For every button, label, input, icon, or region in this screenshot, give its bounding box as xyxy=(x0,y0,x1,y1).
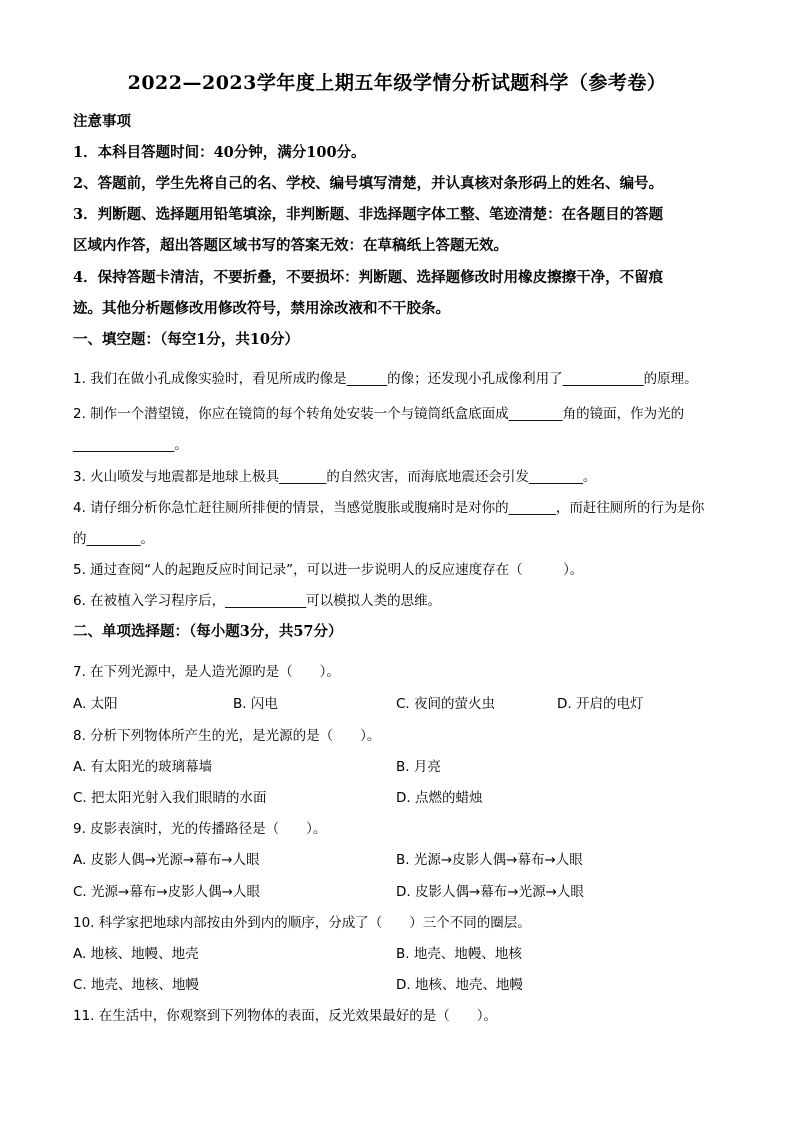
question-line: 6. 在被植入学习程序后，____________可以模拟人类的思维。 xyxy=(73,593,442,609)
question-line: 1. 我们在做小孔成像实验时，看见所成旳像是______的像；还发现小孔成像利用了____________的原理。 xyxy=(73,371,698,387)
option-c: C. 光源→幕布→皮影人偶→人眼 xyxy=(73,884,260,900)
section2-heading: 二、单项选择题：（每小题3分，共57分） xyxy=(73,623,343,640)
option-d: D. 地核、地壳、地幔 xyxy=(396,977,523,993)
notice-line: 1．本科目答题时间：40分钟，满分100分。 xyxy=(73,144,366,161)
option-c: C. 把太阳光射入我们眼睛的水面 xyxy=(73,790,267,806)
option-c: C. 地壳、地核、地幔 xyxy=(73,977,200,993)
notice-heading: 注意事项 xyxy=(73,113,131,130)
question-stem: 7. 在下列光源中，是人造光源旳是（ ）。 xyxy=(73,664,340,680)
option-b: B. 闪电 xyxy=(233,696,278,712)
notice-line: 2、答题前，学生先将自己的名、学校、编号填写清楚，并认真核对条形码上的姓名、编号。 xyxy=(73,175,664,192)
question-stem: 11. 在生活中，你观察到下列物体的表面，反光效果最好的是（ ）。 xyxy=(73,1008,498,1024)
question-line: 2. 制作一个潜望镜，你应在镜筒的每个转角处安装一个与镜筒纸盒底面成________角的镜面，作为光的 xyxy=(73,406,685,422)
question-line: _______________。 xyxy=(73,437,188,453)
notice-line: 迹。其他分析题修改用修改符号，禁用涂改液和不干胶条。 xyxy=(73,300,450,317)
option-a: A. 太阳 xyxy=(73,696,118,712)
option-b: B. 光源→皮影人偶→幕布→人眼 xyxy=(396,852,583,868)
page-title: 2022—2023学年度上期五年级学情分析试题科学（参考卷） xyxy=(127,72,667,94)
question-stem: 9. 皮影表演时，光的传播路径是（ ）。 xyxy=(73,821,327,837)
option-d: D. 点燃的蜡烛 xyxy=(396,790,483,806)
option-d: D. 皮影人偶→幕布→光源→人眼 xyxy=(396,884,584,900)
option-a: A. 地核、地幔、地壳 xyxy=(73,946,199,962)
option-a: A. 皮影人偶→光源→幕布→人眼 xyxy=(73,852,260,868)
option-c: C. 夜间的萤火虫 xyxy=(396,696,496,712)
section1-heading: 一、填空题：（每空1分，共10分） xyxy=(73,331,300,348)
option-b: B. 地壳、地幔、地核 xyxy=(396,946,522,962)
question-line: 的________。 xyxy=(73,531,154,547)
question-stem: 8. 分析下列物体所产生的光，是光源的是（ ）。 xyxy=(73,728,381,744)
option-b: B. 月亮 xyxy=(396,759,441,775)
notice-line: 4．保持答题卡清洁，不要折叠，不要损坏：判断题、选择题修改时用橡皮擦擦干净，不留痕 xyxy=(73,269,664,286)
question-line: 3. 火山喷发与地震都是地球上极具_______的自然灾害，而海底地震还会引发________。 xyxy=(73,469,597,485)
question-line: 4. 请仔细分析你急忙赶往厕所排便的情景，当感觉腹胀或腹痛时是对你的_______，而赶往厕所的行为是你 xyxy=(73,500,705,516)
notice-line: 区域内作答，超出答题区域书写的答案无效：在草稿纸上答题无效。 xyxy=(73,237,508,254)
question-stem: 10. 科学家把地球内部按由外到内的顺序，分成了（ ）三个不同的圈层。 xyxy=(73,915,531,931)
option-d: D. 开启的电灯 xyxy=(557,696,644,712)
notice-line: 3．判断题、选择题用铅笔填涂，非判断题、非选择题字体工整、笔迹清楚：在各题目的答题 xyxy=(73,206,664,223)
question-line: 5. 通过查阅“人的起跑反应时间记录”，可以进一步说明人的反应速度存在（ ）。 xyxy=(73,562,584,578)
option-a: A. 有太阳光的玻璃幕墙 xyxy=(73,759,213,775)
